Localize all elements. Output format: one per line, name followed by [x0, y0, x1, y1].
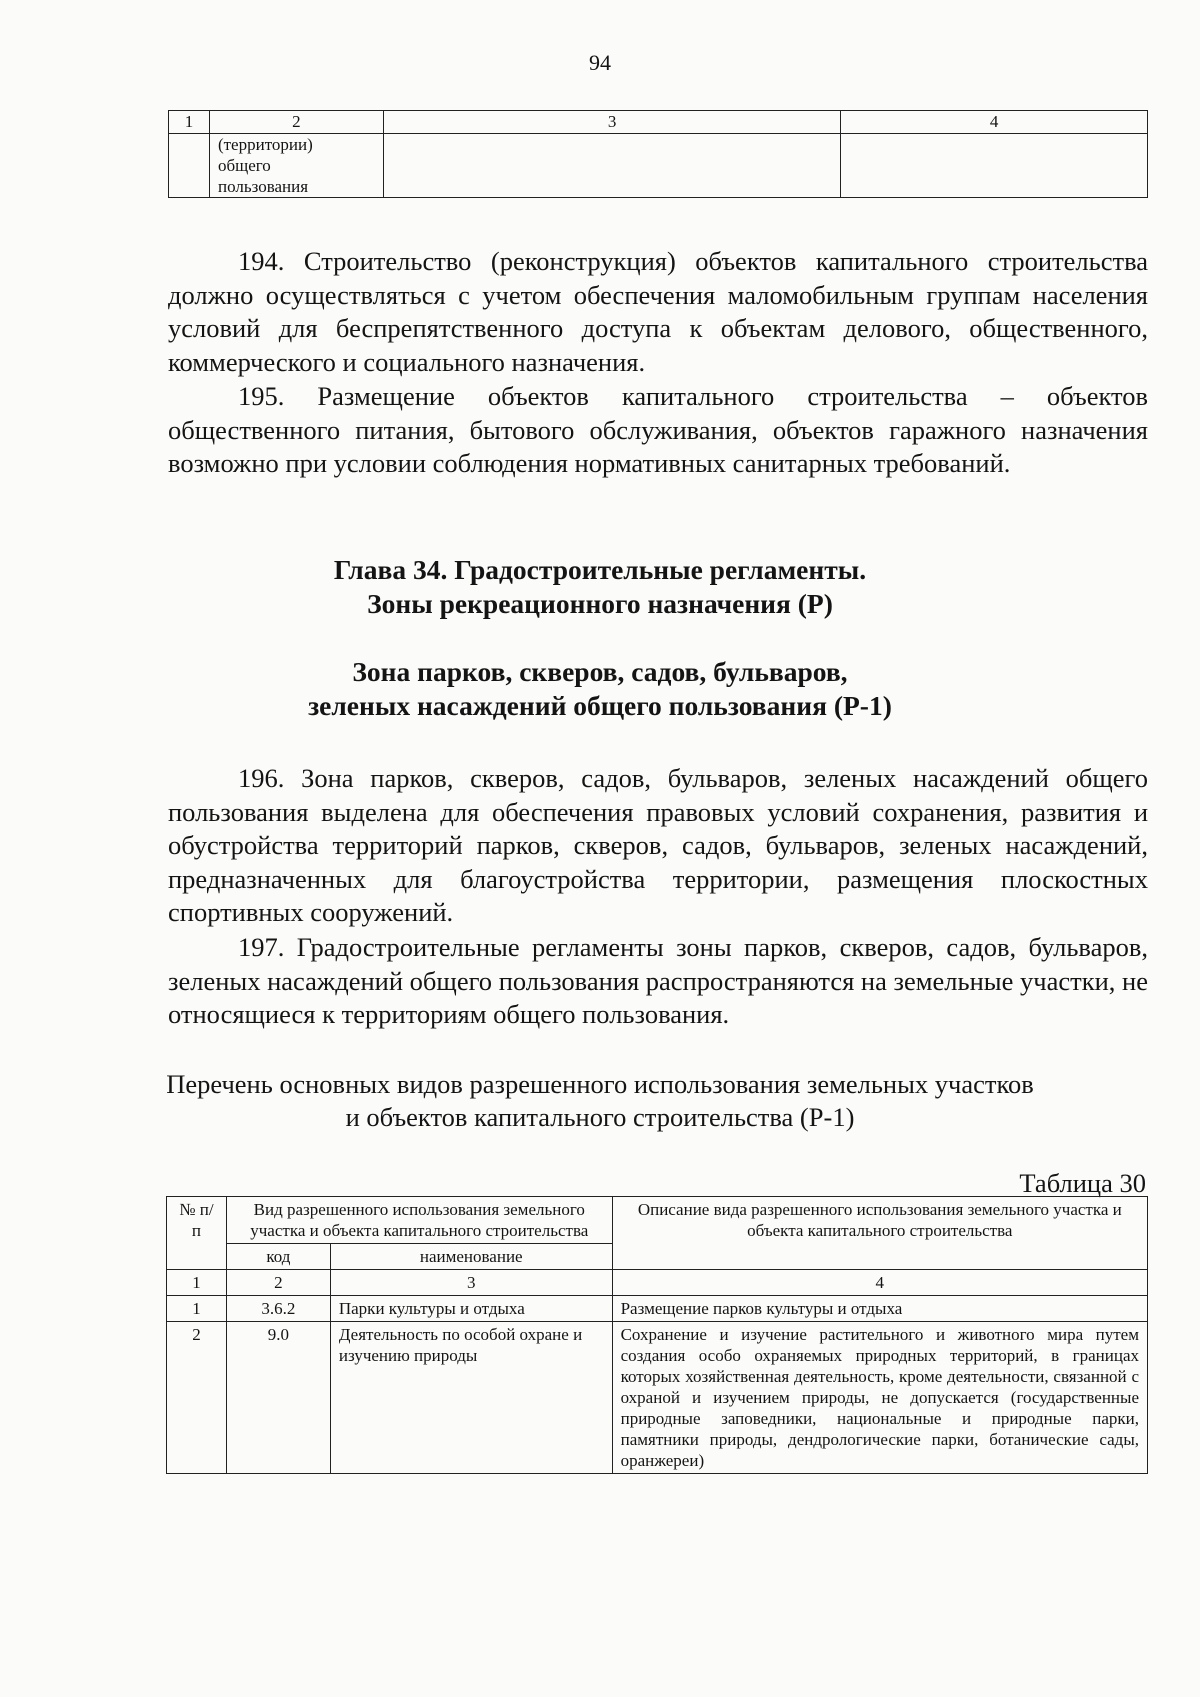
table-header-row — [167, 1197, 1148, 1244]
row-name: Парки культуры и отдыха — [330, 1296, 612, 1322]
paragraph-196: 196. Зона парков, скверов, садов, бульваров, зеленых насаждений общего пользования выделена для обеспечения правовых условий сохранения, развития и обустройства территорий парков, скверов, садов, бульваров, зеленых насаждений, предназначенных для благоустройства территории, размещения плоскостных спортивных сооружений. — [168, 763, 1148, 927]
table-cell — [209, 134, 383, 198]
zone-title — [0, 655, 1200, 723]
row-name: Деятельность по особой охране и изучению природы — [330, 1322, 612, 1474]
page-number: 94 — [589, 50, 611, 75]
table-row — [167, 1296, 1148, 1322]
list-title-line: Перечень основных видов разрешенного использования земельных участков — [166, 1069, 1034, 1099]
table-cell: 2 — [209, 111, 383, 134]
table-cell — [841, 134, 1148, 198]
list-title-line: и объектов капитального строительства (Р-1) — [345, 1102, 855, 1132]
table-cell — [383, 134, 840, 198]
header-code: код — [226, 1244, 330, 1270]
paragraph-197: 197. Градостроительные регламенты зоны парков, скверов, садов, бульваров, зеленых насаждений общего пользования распространяются на земельные участки, не относящиеся к территориям общего пользования. — [168, 932, 1148, 1029]
row-num: 2 — [167, 1322, 227, 1474]
permitted-uses-table — [166, 1196, 1148, 1474]
header-name: наименование — [330, 1244, 612, 1270]
table-cell: 4 — [841, 111, 1148, 134]
chapter-title-line: Зоны рекреационного назначения (Р) — [367, 588, 833, 619]
header-num: № п/п — [167, 1197, 227, 1270]
table-row — [167, 1322, 1148, 1474]
chapter-title — [0, 553, 1200, 621]
paragraph-195: 195. Размещение объектов капитального строительства – объектов общественного питания, бытового обслуживания, объектов гаражного назначения возможно при условии соблюдения нормативных санитарных требований. — [168, 381, 1148, 478]
table-cell: 3 — [383, 111, 840, 134]
table-label: Таблица 30 — [1019, 1168, 1146, 1198]
row-code: 3.6.2 — [226, 1296, 330, 1322]
table-cell: 3 — [330, 1270, 612, 1296]
table-cell: 2 — [226, 1270, 330, 1296]
header-kind: Вид разрешенного использования земельного участка и объекта капитального строительства — [226, 1197, 612, 1244]
row-description: Размещение парков культуры и отдыха — [612, 1296, 1147, 1322]
table-cell: 1 — [167, 1270, 227, 1296]
paragraph-194: 194. Строительство (реконструкция) объектов капитального строительства должно осуществляться с учетом обеспечения маломобильным группам населения условий для беспрепятственного доступа к объектам делового, общественного, коммерческого и социального назначения. — [168, 246, 1148, 377]
chapter-title-line: Глава 34. Градостроительные регламенты. — [333, 554, 867, 585]
cell-line: общего — [217, 156, 271, 175]
table-number-row — [167, 1270, 1148, 1296]
continuation-table — [168, 110, 1148, 198]
header-description: Описание вида разрешенного использования земельного участка и объекта капитального строительства — [612, 1197, 1147, 1270]
list-title — [0, 1068, 1200, 1134]
cell-line: пользования — [217, 177, 309, 196]
row-num: 1 — [167, 1296, 227, 1322]
zone-title-line: зеленых насаждений общего пользования (Р-1) — [308, 690, 892, 721]
table-cell: 4 — [612, 1270, 1147, 1296]
table-number-row — [169, 111, 1148, 134]
row-code: 9.0 — [226, 1322, 330, 1474]
table-cell — [169, 134, 210, 198]
zone-title-line: Зона парков, скверов, садов, бульваров, — [352, 656, 848, 687]
table-row — [169, 134, 1148, 198]
cell-line: (территории) — [217, 135, 313, 154]
row-description: Сохранение и изучение растительного и животного мира путем создания особо охраняемых природных территорий, в границах которых хозяйственная деятельность, кроме деятельности, связанной с охраной и изучением природы, не допускается (государственные природные заповедники, национальные и природные парки, памятники природы, дендрологические парки, ботанические сады, оранжереи) — [612, 1322, 1147, 1474]
table-cell: 1 — [169, 111, 210, 134]
